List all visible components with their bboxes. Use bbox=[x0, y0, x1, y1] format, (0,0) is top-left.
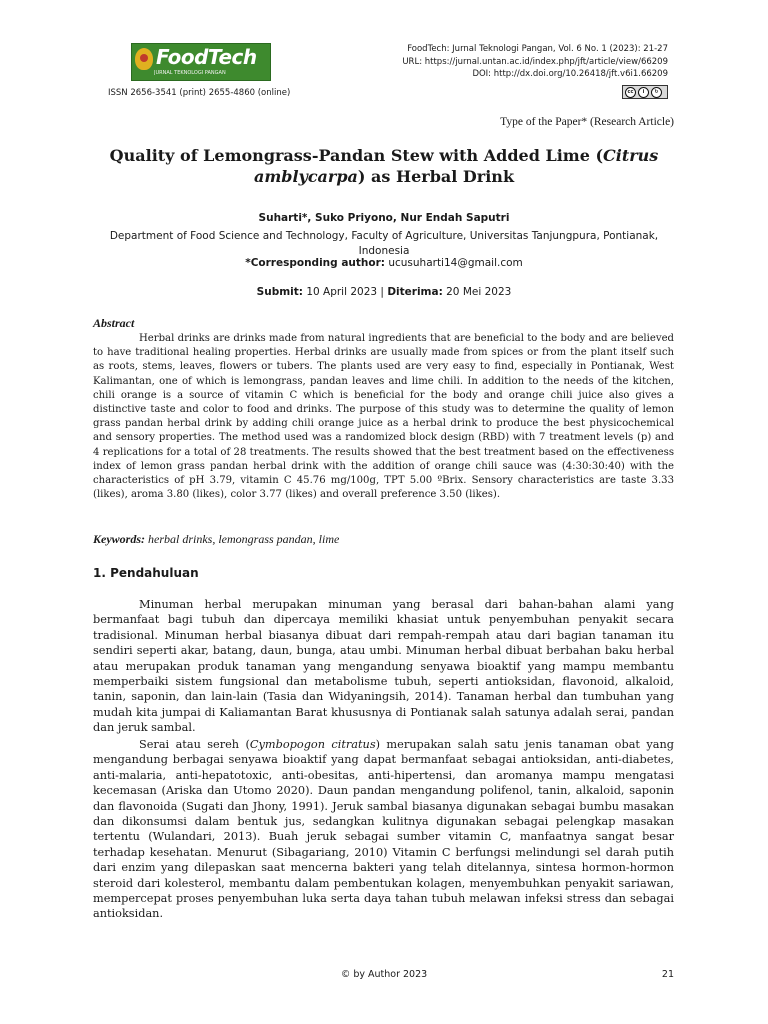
para2-species: Cymbopogon citratus bbox=[249, 738, 376, 751]
keywords bbox=[93, 532, 339, 547]
keywords-value: herbal drinks, lemongrass pandan, lime bbox=[148, 532, 340, 546]
title-text-end: ) as Herbal Drink bbox=[357, 167, 515, 186]
accepted-date: 20 Mei 2023 bbox=[446, 286, 512, 298]
flower-logo-icon bbox=[135, 48, 153, 70]
abstract-heading: Abstract bbox=[93, 316, 135, 330]
corresponding-label: *Corresponding author: bbox=[245, 257, 385, 269]
accepted-label: Diterima: bbox=[387, 286, 443, 298]
article-doi[interactable]: DOI: http://dx.doi.org/10.26418/jft.v6i1.66209 bbox=[472, 69, 668, 79]
body-paragraph-2 bbox=[93, 737, 674, 922]
keywords-label: Keywords: bbox=[93, 532, 145, 546]
page-number: 21 bbox=[661, 969, 674, 980]
authors: Suharti*, Suko Priyono, Nur Endah Saputri bbox=[258, 212, 510, 224]
abstract-text: Herbal drinks are drinks made from natural ingredients that are beneficial to the body and are believed to have traditional healing properties. Herbal drinks are usually made from spices or from the plant itself such as roots, stems, leaves, flowers or tubers. The plants used are very easy to find, especially in Pontianak, West Kalimantan, one of which is lemongrass, pandan leaves and lime chili. In addition to the needs of the kitchen, chili orange is a source of vitamin C which is beneficial for the body and orange chili juice also gives a distinctive taste and color to food and drinks. The purpose of this study was to determine the quality of lemon grass pandan herbal drink by adding chili orange juice as a herbal drink to produce the best physicochemical and sensory properties. The method used was a randomized block design (RBD) with 7 treatment levels (p) and 4 replications for a total of 28 treatments. The results showed that the best treatment based on the effectiveness index of lemon grass pandan herbal drink with the addition of orange chili sauce was (4:30:30:40) with the characteristics of pH 3.79, vitamin C 45.76 mg/100g, TPT 5.00 ºBrix. Sensory characteristics are taste 3.33 (likes), aroma 3.80 (likes), color 3.77 (likes) and overall preference 3.50 (likes). bbox=[93, 333, 674, 501]
section-heading: 1. Pendahuluan bbox=[93, 566, 199, 580]
by-icon: i bbox=[638, 87, 649, 98]
submission-dates bbox=[100, 286, 668, 298]
logo-text: FoodTech bbox=[156, 45, 257, 69]
date-separator: | bbox=[380, 286, 384, 298]
logo-tagline: JURNAL TEKNOLOGI PANGAN bbox=[154, 70, 226, 76]
submit-date: 10 April 2023 bbox=[306, 286, 378, 298]
corresponding-author bbox=[100, 257, 668, 269]
journal-info bbox=[402, 43, 668, 81]
journal-citation: FoodTech: Jurnal Teknologi Pangan, Vol. 6 No. 1 (2023): 21-27 bbox=[407, 44, 668, 54]
submit-label: Submit: bbox=[256, 286, 303, 298]
affiliation: Department of Food Science and Technology, Faculty of Agriculture, Universitas Tanjungpura, Pontianak, Indonesia bbox=[109, 230, 659, 257]
footer-copyright: © by Author 2023 bbox=[340, 969, 428, 980]
title-species: Citrus amblycarpa bbox=[253, 146, 659, 186]
journal-logo bbox=[131, 43, 271, 81]
article-url[interactable]: URL: https://jurnal.untan.ac.id/index.php/jft/article/view/66209 bbox=[402, 56, 668, 67]
paper-type: Type of the Paper* (Research Article) bbox=[500, 116, 674, 128]
para2-rest: ) merupakan salah satu jenis tanaman obat yang mengandung berbagai senyawa bioaktif yang dapat bermanfaat sebagai antioksidan, anti-diabetes, anti-malaria, anti-hepatotoxic, anti-obesitas, anti-hipertensi, dan aromanya mampu mengatasi kecemasan (Ariska dan Utomo 2020). Daun pandan mengandung polifenol, tanin, alkaloid, saponin dan flavonoida (Sugati dan Jhony, 1991). Jeruk sambal biasanya digunakan sebagai bumbu masakan dan dikonsumsi dalam bentuk jus, sedangkan kulitnya digunakan sebagai pelengkap masakan tertentu (Wulandari, 2013). Buah jeruk sebagai sumber vitamin C, manfaatnya sangat besar terhadap kesehatan. Menurut (Sibagariang, 2010) Vitamin C berfungsi melindungi sel darah putih dari enzim yang dilepaskan saat mencerna bakteri yang telah ditelannya, sintesa hormon-hormon steroid dari kolesterol, membantu dalam pembentukan kolagen, menyembuhkan penyakit sariawan, mempercepat proses penyembuhan luka serta daya tahan tubuh melawan infeksi stress dan sebagai antioksidan. bbox=[93, 738, 674, 921]
title-text: Quality of Lemongrass-Pandan Stew with Added Lime ( bbox=[109, 146, 604, 165]
cc-license-badge[interactable] bbox=[622, 85, 668, 99]
issn: ISSN 2656-3541 (print) 2655-4860 (online) bbox=[108, 88, 291, 98]
cc-icon: cc bbox=[625, 87, 636, 98]
para2-start: Serai atau sereh ( bbox=[139, 738, 250, 751]
sa-icon: ↻ bbox=[651, 87, 662, 98]
corresponding-email[interactable]: ucusuharti14@gmail.com bbox=[388, 257, 523, 269]
paper-title bbox=[100, 145, 668, 187]
body-paragraph-1: Minuman herbal merupakan minuman yang berasal dari bahan-bahan alami yang bermanfaat bagi tubuh dan dipercaya memiliki khasiat untuk penyembuhan penyakit secara tradisional. Minuman herbal biasanya dibuat dari rempah-rempah atau dari bagian tanaman itu sendiri seperti akar, batang, daun, bunga, atau umbi. Minuman herbal dibuat berbahan baku herbal atau merupakan produk tanaman yang mengandung senyawa bioaktif yang mampu membantu memperbaiki sistem fungsional dan metabolisme tubuh, seperti antioksidan, flavonoid, alkaloid, tanin, saponin, dan lain-lain (Tasia dan Widyaningsih, 2014). Tanaman herbal dan tumbuhan yang mudah kita jumpai di Kaliamantan Barat khususnya di Pontianak salah satunya adalah serai, pandan dan jeruk sambal. bbox=[93, 598, 674, 735]
